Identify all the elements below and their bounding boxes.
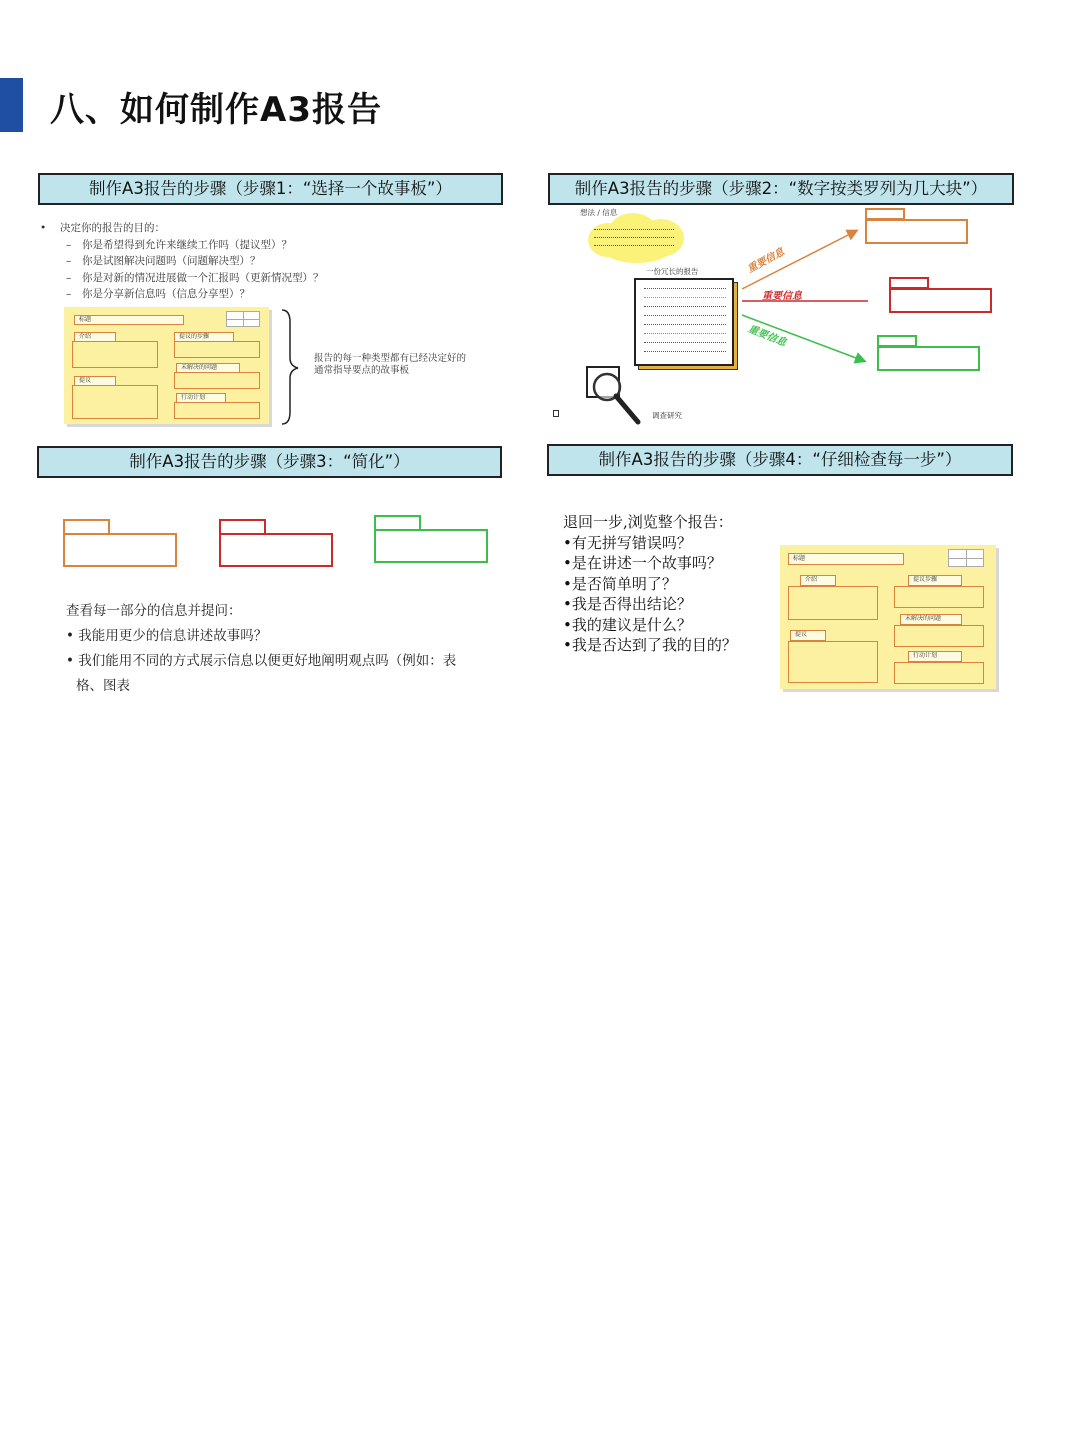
list-item: •我是否达到了我的目的？ xyxy=(563,636,737,654)
step3-orange-box xyxy=(63,533,177,567)
important-info-red: 重要信息 xyxy=(762,291,802,302)
step4-header: 制作A3报告的步骤（步骤4：“仔细检查每一步”） xyxy=(547,444,1013,476)
storyboard-steps: 提议的步骤 xyxy=(174,332,234,342)
page-title: 八、如何制作A3报告 xyxy=(50,90,382,130)
list-item: • 我能用更少的信息讲述故事吗？ xyxy=(66,628,268,644)
step4-lead: 退回一步,浏览整个报告： xyxy=(563,513,733,531)
orange-box xyxy=(865,219,968,244)
storyboard-proposal-box xyxy=(788,641,878,683)
brace-shape xyxy=(278,308,302,426)
storyboard-unresolved-box xyxy=(894,625,984,647)
list-item: – 你是试图解决问题吗（问题解决型）？ xyxy=(66,255,261,267)
cloud-label: 想法 / 信息 xyxy=(580,208,618,217)
storyboard-unresolved: 未解决的问题 xyxy=(176,363,240,373)
list-item: •是否简单明了？ xyxy=(563,574,677,593)
storyboard-note: 报告的每一种类型都有已经决定好的 通常指导要点的故事板 xyxy=(314,353,467,376)
storyboard-steps-box xyxy=(894,586,984,608)
storyboard-action: 行动计划 xyxy=(176,393,226,403)
storyboard-proposal: 提议 xyxy=(790,630,826,641)
list-item: •我是否得出结论？ xyxy=(563,595,692,613)
step3-green-box xyxy=(374,529,488,563)
important-info-orange: 重要信息 xyxy=(745,246,787,276)
step3-red-box xyxy=(219,533,333,567)
storyboard-proposal-box xyxy=(72,385,158,419)
list-item-continuation: 格、图表 xyxy=(76,678,130,694)
storyboard-intro: 介绍 xyxy=(74,332,116,342)
list-item: – 你是对新的情况进展做一个汇报吗（更新情况型）？ xyxy=(66,271,324,284)
magnifier-icon xyxy=(586,366,646,428)
storyboard-unresolved: 未解决的问题 xyxy=(900,614,962,625)
green-box xyxy=(877,346,980,371)
storyboard-action: 行动计划 xyxy=(908,651,962,662)
storyboard-title: 标题 xyxy=(74,315,184,325)
arrows-diagram xyxy=(738,225,868,365)
step4-text xyxy=(563,512,737,656)
storyboard-unresolved-box xyxy=(174,372,260,389)
step4-storyboard xyxy=(780,545,996,689)
storyboard-title: 标题 xyxy=(788,553,904,565)
list-item: •有无拼写错误吗？ xyxy=(563,533,692,552)
report-label: 一份冗长的报告 xyxy=(646,267,699,276)
important-info-green: 重要信息 xyxy=(746,323,788,349)
red-box xyxy=(889,288,992,313)
list-item: • 我们能用不同的方式展示信息以便更好地阐明观点吗（例如：表 xyxy=(66,653,457,669)
list-item: • 决定你的报告的目的： xyxy=(40,222,165,234)
idea-cloud xyxy=(588,213,686,263)
title-accent-bar xyxy=(0,78,23,132)
storyboard-grid-icon xyxy=(948,549,984,567)
step3-header: 制作A3报告的步骤（步骤3：“简化”） xyxy=(37,446,502,478)
storyboard-steps-box xyxy=(174,341,260,358)
storyboard-steps: 提议步骤 xyxy=(908,575,962,586)
long-report-icon xyxy=(634,278,738,370)
list-item: •是在讲述一个故事吗？ xyxy=(563,554,722,572)
storyboard-proposal: 提议 xyxy=(74,376,116,386)
storyboard-intro-box xyxy=(788,586,878,620)
storyboard-intro: 介绍 xyxy=(800,575,836,586)
storyboard-action-box xyxy=(174,402,260,419)
list-item: – 你是希望得到允许来继续工作吗（提议型）？ xyxy=(66,238,292,251)
small-square-icon xyxy=(553,410,559,417)
storyboard-grid-icon xyxy=(226,311,260,327)
storyboard-intro-box xyxy=(72,341,158,368)
list-item: •我的建议是什么？ xyxy=(563,615,692,634)
step2-header: 制作A3报告的步骤（步骤2：“数字按类罗列为几大块”） xyxy=(548,173,1014,205)
research-label: 调查研究 xyxy=(652,411,682,420)
step3-lead: 查看每一部分的信息并提问： xyxy=(66,603,242,619)
step1-storyboard xyxy=(64,307,269,424)
storyboard-action-box xyxy=(894,662,984,684)
step1-purpose-list xyxy=(40,220,324,303)
step3-text xyxy=(66,599,456,699)
list-item: – 你是分享新信息吗（信息分享型）？ xyxy=(66,288,250,300)
step1-header: 制作A3报告的步骤（步骤1：“选择一个故事板”） xyxy=(38,173,503,205)
